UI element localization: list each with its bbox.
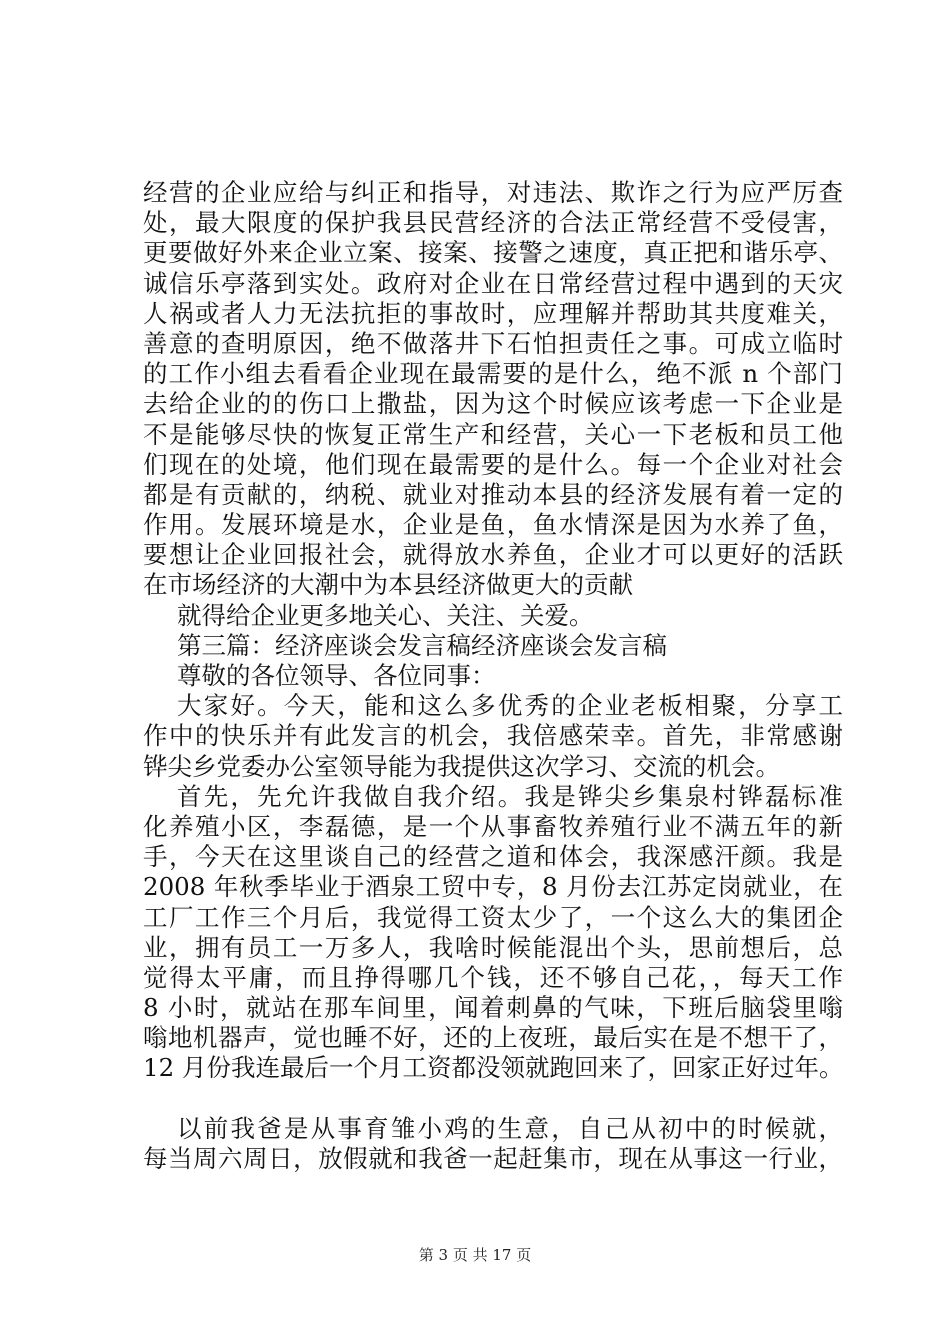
text-line: 嗡地机器声，觉也睡不好，还的上夜班，最后实在是不想干了， bbox=[143, 1023, 843, 1053]
document-body bbox=[143, 178, 843, 1174]
text-line: 更要做好外来企业立案、接案、接警之速度，真正把和谐乐亭、 bbox=[143, 238, 843, 268]
text-line: 就得给企业更多地关心、关注、关爱。 bbox=[177, 600, 594, 630]
text-line: 手，今天在这里谈自己的经营之道和体会，我深感汗颜。我是 bbox=[143, 842, 843, 872]
text-line: 尊敬的各位领导、各位同事： bbox=[177, 661, 496, 690]
text-line: 铧尖乡党委办公室领导能为我提供这次学习、交流的机会。 bbox=[143, 751, 780, 781]
text-line: 不是能够尽快的恢复正常生产和经营，关心一下老板和员工他 bbox=[143, 419, 843, 449]
text-line: 大家好。今天，能和这么多优秀的企业老板相聚，分享工 bbox=[177, 691, 843, 721]
text-line: 2008 年秋季毕业于酒泉工贸中专，8 月份去江苏定岗就业，在 bbox=[143, 872, 843, 902]
text-line: 第三篇：经济座谈会发言稿经济座谈会发言稿 bbox=[177, 630, 667, 660]
text-line: 在市场经济的大潮中为本县经济做更大的贡献 bbox=[143, 570, 633, 600]
text-line: 首先，先允许我做自我介绍。我是铧尖乡集泉村铧磊标准 bbox=[177, 781, 843, 811]
text-line: 的工作小组去看看企业现在最需要的是什么，绝不派 n 个部门 bbox=[143, 359, 843, 389]
text-line: 诚信乐亭落到实处。政府对企业在日常经营过程中遇到的天灾 bbox=[143, 268, 843, 298]
text-line: 去给企业的的伤口上撒盐，因为这个时候应该考虑一下企业是 bbox=[143, 389, 843, 419]
text-line: 都是有贡献的，纳税、就业对推动本县的经济发展有着一定的 bbox=[143, 479, 843, 509]
text-line: 每当周六周日，放假就和我爸一起赶集市，现在从事这一行业， bbox=[143, 1144, 843, 1173]
text-line: 善意的查明原因，绝不做落井下石怕担责任之事。可成立临时 bbox=[143, 328, 843, 358]
text-line: 8 小时，就站在那车间里，闻着刺鼻的气味，下班后脑袋里嗡 bbox=[143, 993, 843, 1023]
text-line: 们现在的处境，他们现在最需要的是什么。每一个企业对社会 bbox=[143, 449, 843, 479]
text-line: 作用。发展环境是水，企业是鱼，鱼水情深是因为水养了鱼， bbox=[143, 510, 843, 540]
text-line: 工厂工作三个月后，我觉得工资太少了，一个这么大的集团企 bbox=[143, 902, 843, 932]
text-line: 作中的快乐并有此发言的机会，我倍感荣幸。首先，非常感谢 bbox=[143, 721, 843, 751]
paragraph-gap bbox=[143, 1084, 843, 1114]
text-line: 处，最大限度的保护我县民营经济的合法正常经营不受侵害， bbox=[143, 208, 843, 238]
text-line: 经营的企业应给与纠正和指导，对违法、欺诈之行为应严厉查 bbox=[143, 178, 843, 207]
text-line: 12 月份我连最后一个月工资都没领就跑回来了，回家正好过年。 bbox=[143, 1053, 844, 1083]
page-footer: 第 3 页 共 17 页 bbox=[418, 1246, 532, 1264]
text-line: 人祸或者人力无法抗拒的事故时，应理解并帮助其共度难关， bbox=[143, 298, 843, 328]
text-line: 要想让企业回报社会，就得放水养鱼，企业才可以更好的活跃 bbox=[143, 540, 843, 570]
text-line: 以前我爸是从事育雏小鸡的生意，自己从初中的时候就， bbox=[177, 1113, 843, 1143]
text-line: 业，拥有员工一万多人，我啥时候能混出个头，思前想后，总 bbox=[143, 932, 843, 962]
text-line: 觉得太平庸，而且挣得哪几个钱，还不够自己花，，每天工作 bbox=[143, 962, 843, 992]
text-line: 化养殖小区，李磊德，是一个从事畜牧养殖行业不满五年的新 bbox=[143, 811, 843, 841]
